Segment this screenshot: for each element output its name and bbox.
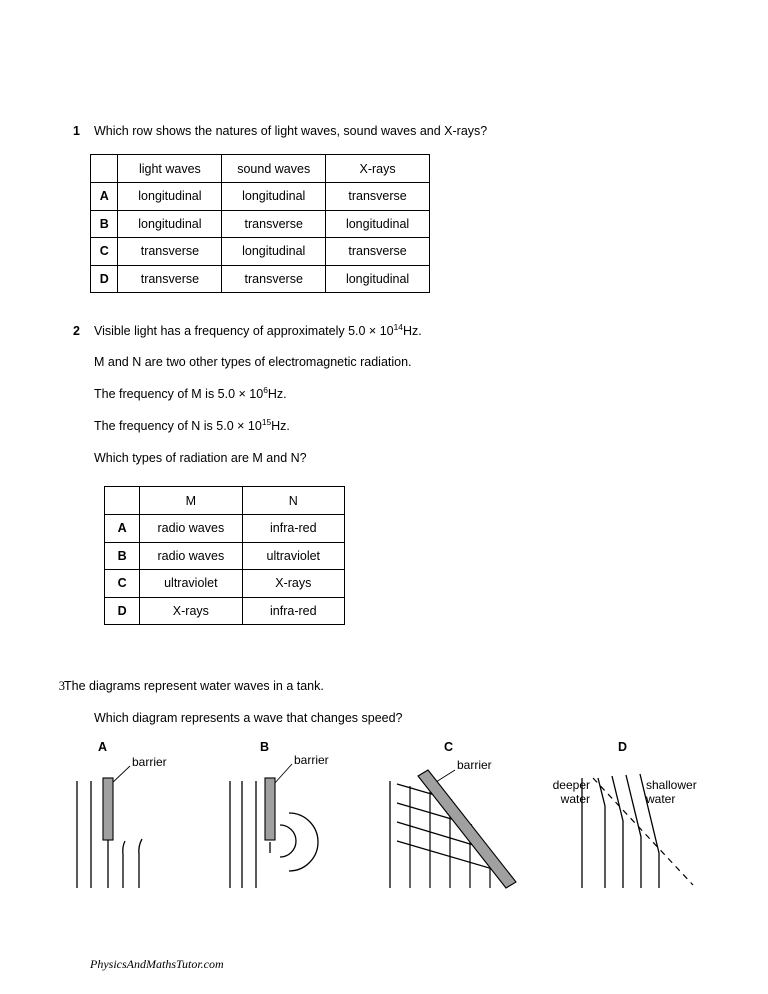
q2-exponent-n: 15 <box>261 416 272 427</box>
shallower-water-line-1: shallower <box>646 778 697 792</box>
table-header-blank <box>91 155 118 183</box>
diffracted-wavefront <box>139 839 142 888</box>
row-label-a: A <box>91 183 118 211</box>
table-row[interactable] <box>91 210 430 238</box>
diagram-c-label: C <box>444 740 454 754</box>
table-header-light-waves: light waves <box>118 155 222 183</box>
table-header-row <box>91 155 430 183</box>
table2-header-n: N <box>242 487 344 515</box>
question-3-line-2: Which diagram represents a wave that changes speed? <box>94 711 403 725</box>
question-2-number: 2 <box>73 324 80 338</box>
question-1-number: 1 <box>73 124 80 138</box>
q2-exponent-visible: 14 <box>393 321 403 332</box>
shallower-water-label <box>646 778 697 806</box>
cell-d-xrays: longitudinal <box>326 265 430 293</box>
deeper-water-line-2: water <box>560 792 590 806</box>
barrier-shape <box>265 778 275 840</box>
cell-b-sound: transverse <box>222 210 326 238</box>
q2-exponent-m: 6 <box>263 384 268 395</box>
question-2-line-1 <box>94 321 422 339</box>
row2-label-b: B <box>105 542 140 570</box>
diagram-c-barrier-label: barrier <box>457 758 492 772</box>
row2-label-a: A <box>105 515 140 543</box>
cell2-c-m: ultraviolet <box>140 570 242 598</box>
table-header-xrays: X-rays <box>326 155 430 183</box>
table-row[interactable] <box>105 570 345 598</box>
circular-wavefront <box>280 825 296 857</box>
table-header-sound-waves: sound waves <box>222 155 326 183</box>
diagram-b-label: B <box>260 740 270 754</box>
row2-label-c: C <box>105 570 140 598</box>
deeper-water-label <box>525 778 590 806</box>
question-2-options-table <box>104 486 345 625</box>
table-row[interactable] <box>105 542 345 570</box>
cell-d-sound: transverse <box>222 265 326 293</box>
refracted-wavefront <box>626 775 641 888</box>
diagram-b-barrier-label: barrier <box>294 753 329 767</box>
diagram-d <box>552 740 740 890</box>
question-2-line-3 <box>94 384 287 402</box>
cell-c-xrays: transverse <box>326 238 430 266</box>
cell2-b-n: ultraviolet <box>242 542 344 570</box>
barrier-shape <box>418 770 516 888</box>
circular-wavefront <box>289 813 318 871</box>
question-2-line-5: Which types of radiation are M and N? <box>94 451 307 465</box>
question-2-line-2: M and N are two other types of electromagnetic radiation. <box>94 355 412 369</box>
question-2-line-4 <box>94 416 290 434</box>
diagram-a-label: A <box>98 740 108 754</box>
diagram-d-graphic <box>560 740 740 890</box>
cell2-b-m: radio waves <box>140 542 242 570</box>
footer-watermark: PhysicsAndMathsTutor.com <box>90 957 224 971</box>
diagram-d-label: D <box>618 740 628 754</box>
leader-line <box>274 764 292 784</box>
cell-a-sound: longitudinal <box>222 183 326 211</box>
q2-line1-text: Visible light has a frequency of approximately 5.0 × 10 <box>94 324 394 338</box>
cell-a-light: longitudinal <box>118 183 222 211</box>
table-header-row <box>105 487 345 515</box>
table2-header-blank <box>105 487 140 515</box>
diffracted-wavefront <box>123 841 125 888</box>
cell2-c-n: X-rays <box>242 570 344 598</box>
shallower-water-line-2: water <box>646 792 676 806</box>
cell2-a-n: infra-red <box>242 515 344 543</box>
row2-label-d: D <box>105 597 140 625</box>
question-3-line-1: The diagrams represent water waves in a tank. <box>64 679 324 693</box>
cell-a-xrays: transverse <box>326 183 430 211</box>
diagram-b <box>232 740 402 890</box>
table2-header-m: M <box>140 487 242 515</box>
cell-b-light: longitudinal <box>118 210 222 238</box>
table-row[interactable] <box>91 238 430 266</box>
refracted-wavefront <box>598 778 605 888</box>
diagram-a-barrier-label: barrier <box>132 755 167 769</box>
cell-b-xrays: longitudinal <box>326 210 430 238</box>
cell2-d-m: X-rays <box>140 597 242 625</box>
table-row[interactable] <box>105 515 345 543</box>
q2-unit-3: Hz. <box>271 419 290 433</box>
cell2-a-m: radio waves <box>140 515 242 543</box>
diagram-a <box>70 740 240 890</box>
question-1-options-table <box>90 154 430 293</box>
cell-c-light: transverse <box>118 238 222 266</box>
table-row[interactable] <box>91 183 430 211</box>
refracted-wavefront <box>612 776 623 888</box>
diagram-c <box>392 740 562 890</box>
q2-unit-1: Hz. <box>402 324 422 338</box>
cell2-d-n: infra-red <box>242 597 344 625</box>
table-row[interactable] <box>105 597 345 625</box>
question-3-number: 3 <box>58 679 65 693</box>
row-label-c: C <box>91 238 118 266</box>
barrier-shape <box>103 778 113 840</box>
deeper-water-line-1: deeper <box>552 778 590 792</box>
q2-line3-text: The frequency of M is 5.0 × 10 <box>94 387 264 401</box>
table-row[interactable] <box>91 265 430 293</box>
row-label-b: B <box>91 210 118 238</box>
question-1-prompt: Which row shows the natures of light waves, sound waves and X-rays? <box>94 124 488 138</box>
cell-d-light: transverse <box>118 265 222 293</box>
row-label-d: D <box>91 265 118 293</box>
q2-line4-text: The frequency of N is 5.0 × 10 <box>94 419 262 433</box>
cell-c-sound: longitudinal <box>222 238 326 266</box>
q2-unit-2: Hz. <box>267 387 287 401</box>
leader-line <box>436 770 455 782</box>
